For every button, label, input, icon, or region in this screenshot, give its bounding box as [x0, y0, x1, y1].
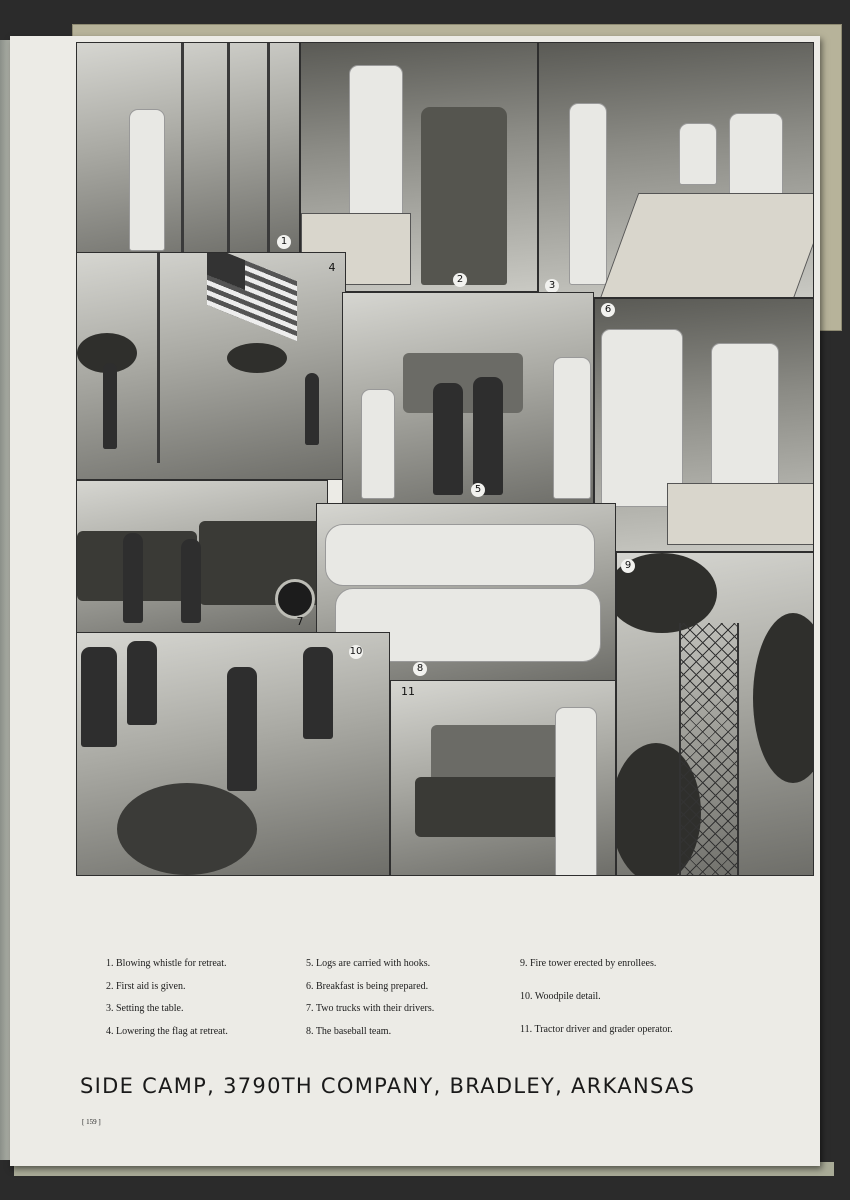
caption-1: 1. Blowing whistle for retreat. [106, 958, 227, 969]
photo-11-tractor [390, 680, 616, 876]
caption-7: 7. Two trucks with their drivers. [306, 1003, 435, 1014]
photo-10-woodpile [76, 632, 390, 876]
photo-number: 4 [328, 261, 336, 274]
caption-2: 2. First aid is given. [106, 980, 186, 992]
page-number: [ 159 ] [82, 1118, 101, 1126]
photo-number: 1 [277, 235, 291, 249]
caption-4: 4. Lowering the flag at retreat. [106, 1025, 228, 1037]
page-title: SIDE CAMP, 3790TH COMPANY, BRADLEY, ARKANSAS [80, 1074, 696, 1098]
album-page [10, 36, 820, 1166]
photo-9-fire-tower [616, 552, 814, 876]
photo-5-logs [342, 292, 594, 504]
photo-number: 10 [349, 646, 363, 657]
photo-4-flag [76, 252, 346, 480]
photo-number: 2 [453, 273, 467, 287]
photo-3-setting-table [538, 42, 814, 298]
caption-column-3 [520, 958, 673, 1047]
photo-number: 3 [545, 279, 559, 293]
photo-number: 7 [296, 615, 304, 628]
photo-number: 5 [471, 483, 485, 497]
photo-number: 6 [601, 303, 615, 317]
caption-3: 3. Setting the table. [106, 1003, 184, 1014]
photo-7-trucks [76, 480, 328, 636]
caption-5: 5. Logs are carried with hooks. [306, 958, 431, 969]
photo-number: 9 [621, 559, 635, 573]
caption-9: 9. Fire tower erected by enrollees. [520, 958, 657, 969]
photo-number: 11 [401, 685, 415, 698]
caption-6: 6. Breakfast is being prepared. [306, 980, 429, 992]
photo-6-breakfast [594, 298, 814, 552]
caption-column-1 [106, 958, 228, 1048]
caption-column-2 [306, 958, 434, 1048]
photo-number: 8 [413, 662, 427, 676]
photo-1-whistle [76, 42, 300, 254]
caption-8: 8. The baseball team. [306, 1025, 392, 1037]
flag-image [207, 252, 297, 341]
caption-10: 10. Woodpile detail. [520, 991, 601, 1002]
caption-11: 11. Tractor driver and grader operator. [520, 1024, 673, 1035]
